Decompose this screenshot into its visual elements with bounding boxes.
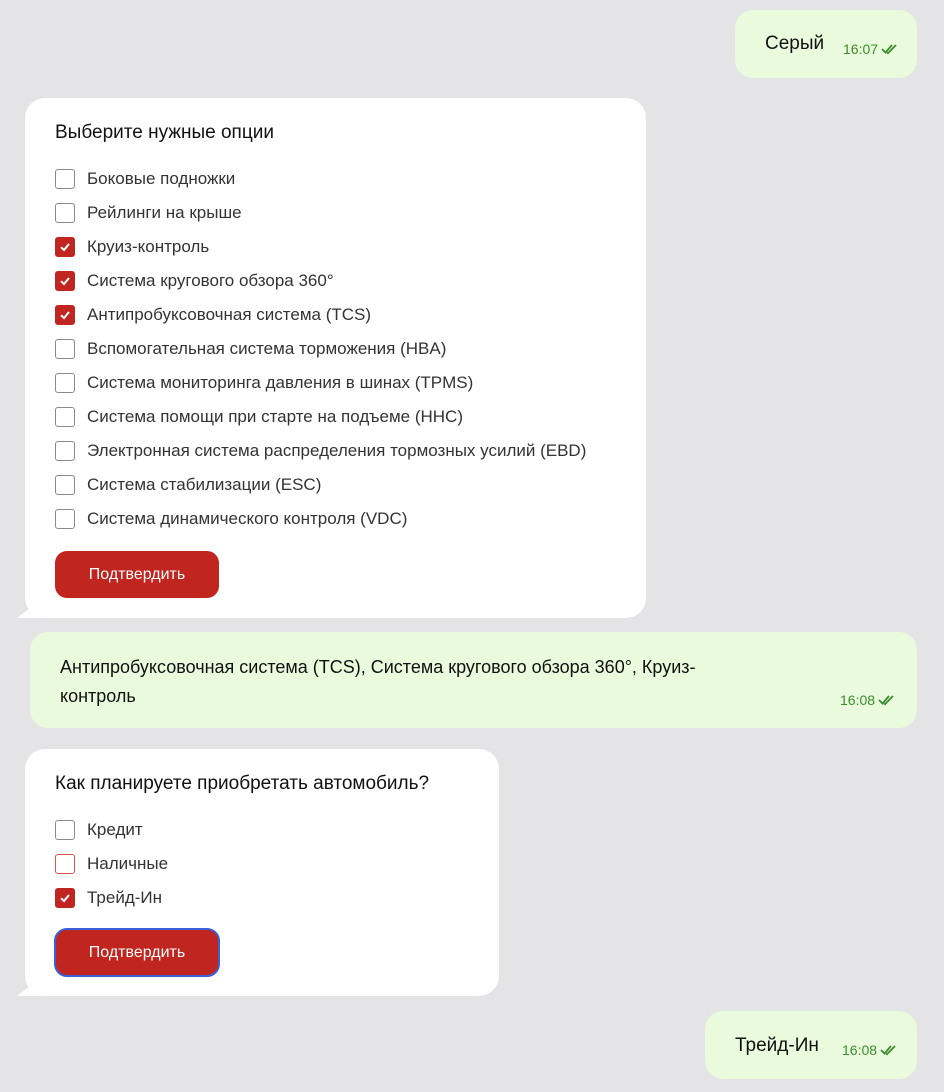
checkbox[interactable] [55, 441, 75, 461]
option-esc[interactable]: Система стабилизации (ESC) [55, 474, 321, 496]
checkbox[interactable] [55, 475, 75, 495]
option-tcs[interactable]: Антипробуксовочная система (TCS) [55, 304, 371, 326]
checkbox-checked[interactable] [55, 237, 75, 257]
outgoing-message-options [30, 632, 917, 728]
purchase-form-card [25, 749, 499, 996]
option-credit[interactable]: Кредит [55, 819, 143, 841]
checkbox[interactable] [55, 509, 75, 529]
checkbox[interactable] [55, 169, 75, 189]
checkbox-checked[interactable] [55, 271, 75, 291]
option-roof-rails[interactable]: Рейлинги на крыше [55, 202, 242, 224]
message-text-line2: контроль [60, 686, 136, 706]
checkbox-checked[interactable] [55, 305, 75, 325]
checkmark-icon [59, 275, 71, 287]
confirm-options-button[interactable]: Подтвердить [55, 551, 219, 598]
checkbox-checked[interactable] [55, 888, 75, 908]
outgoing-message-trade-in [705, 1011, 917, 1079]
option-ebd[interactable]: Электронная система распределения тормозных усилий (EBD) [55, 440, 586, 462]
message-text-line1: Антипробуксовочная система (TCS), Система кругового обзора 360°, Круиз- [60, 657, 696, 677]
checkbox-hovered[interactable] [55, 854, 75, 874]
option-hhc[interactable]: Система помощи при старте на подъеме (HHC) [55, 406, 463, 428]
option-cash[interactable]: Наличные [55, 853, 168, 875]
option-vdc[interactable]: Система динамического контроля (VDC) [55, 508, 407, 530]
option-side-steps[interactable]: Боковые подножки [55, 168, 235, 190]
message-time: 16:08 [842, 1042, 878, 1058]
options-form-card [25, 98, 646, 618]
checkbox[interactable] [55, 339, 75, 359]
bubble-tail [17, 976, 43, 996]
options-form-title: Выберите нужные опции [55, 122, 274, 143]
message-text: Трейд-Ин [735, 1035, 819, 1056]
option-hba[interactable]: Вспомогательная система торможения (HBA) [55, 338, 446, 360]
checkbox[interactable] [55, 373, 75, 393]
option-tpms[interactable]: Система мониторинга давления в шинах (TPMS) [55, 372, 473, 394]
checkbox[interactable] [55, 407, 75, 427]
option-360-camera[interactable]: Система кругового обзора 360° [55, 270, 334, 292]
message-time: 16:08 [840, 692, 876, 708]
outgoing-message-color [735, 10, 917, 78]
checkmark-icon [59, 241, 71, 253]
message-text: Серый [765, 33, 825, 54]
purchase-form-title: Как планируете приобретать автомобиль? [55, 773, 430, 794]
confirm-purchase-button[interactable]: Подтвердить [55, 929, 219, 976]
double-check-icon [880, 1044, 898, 1056]
double-check-icon [881, 43, 899, 55]
checkbox[interactable] [55, 820, 75, 840]
bubble-tail [17, 598, 43, 618]
double-check-icon [878, 694, 896, 706]
checkbox[interactable] [55, 203, 75, 223]
checkmark-icon [59, 892, 71, 904]
option-cruise-control[interactable]: Круиз-контроль [55, 236, 209, 258]
message-time: 16:07 [843, 41, 879, 57]
option-trade-in[interactable]: Трейд-Ин [55, 887, 162, 909]
checkmark-icon [59, 309, 71, 321]
